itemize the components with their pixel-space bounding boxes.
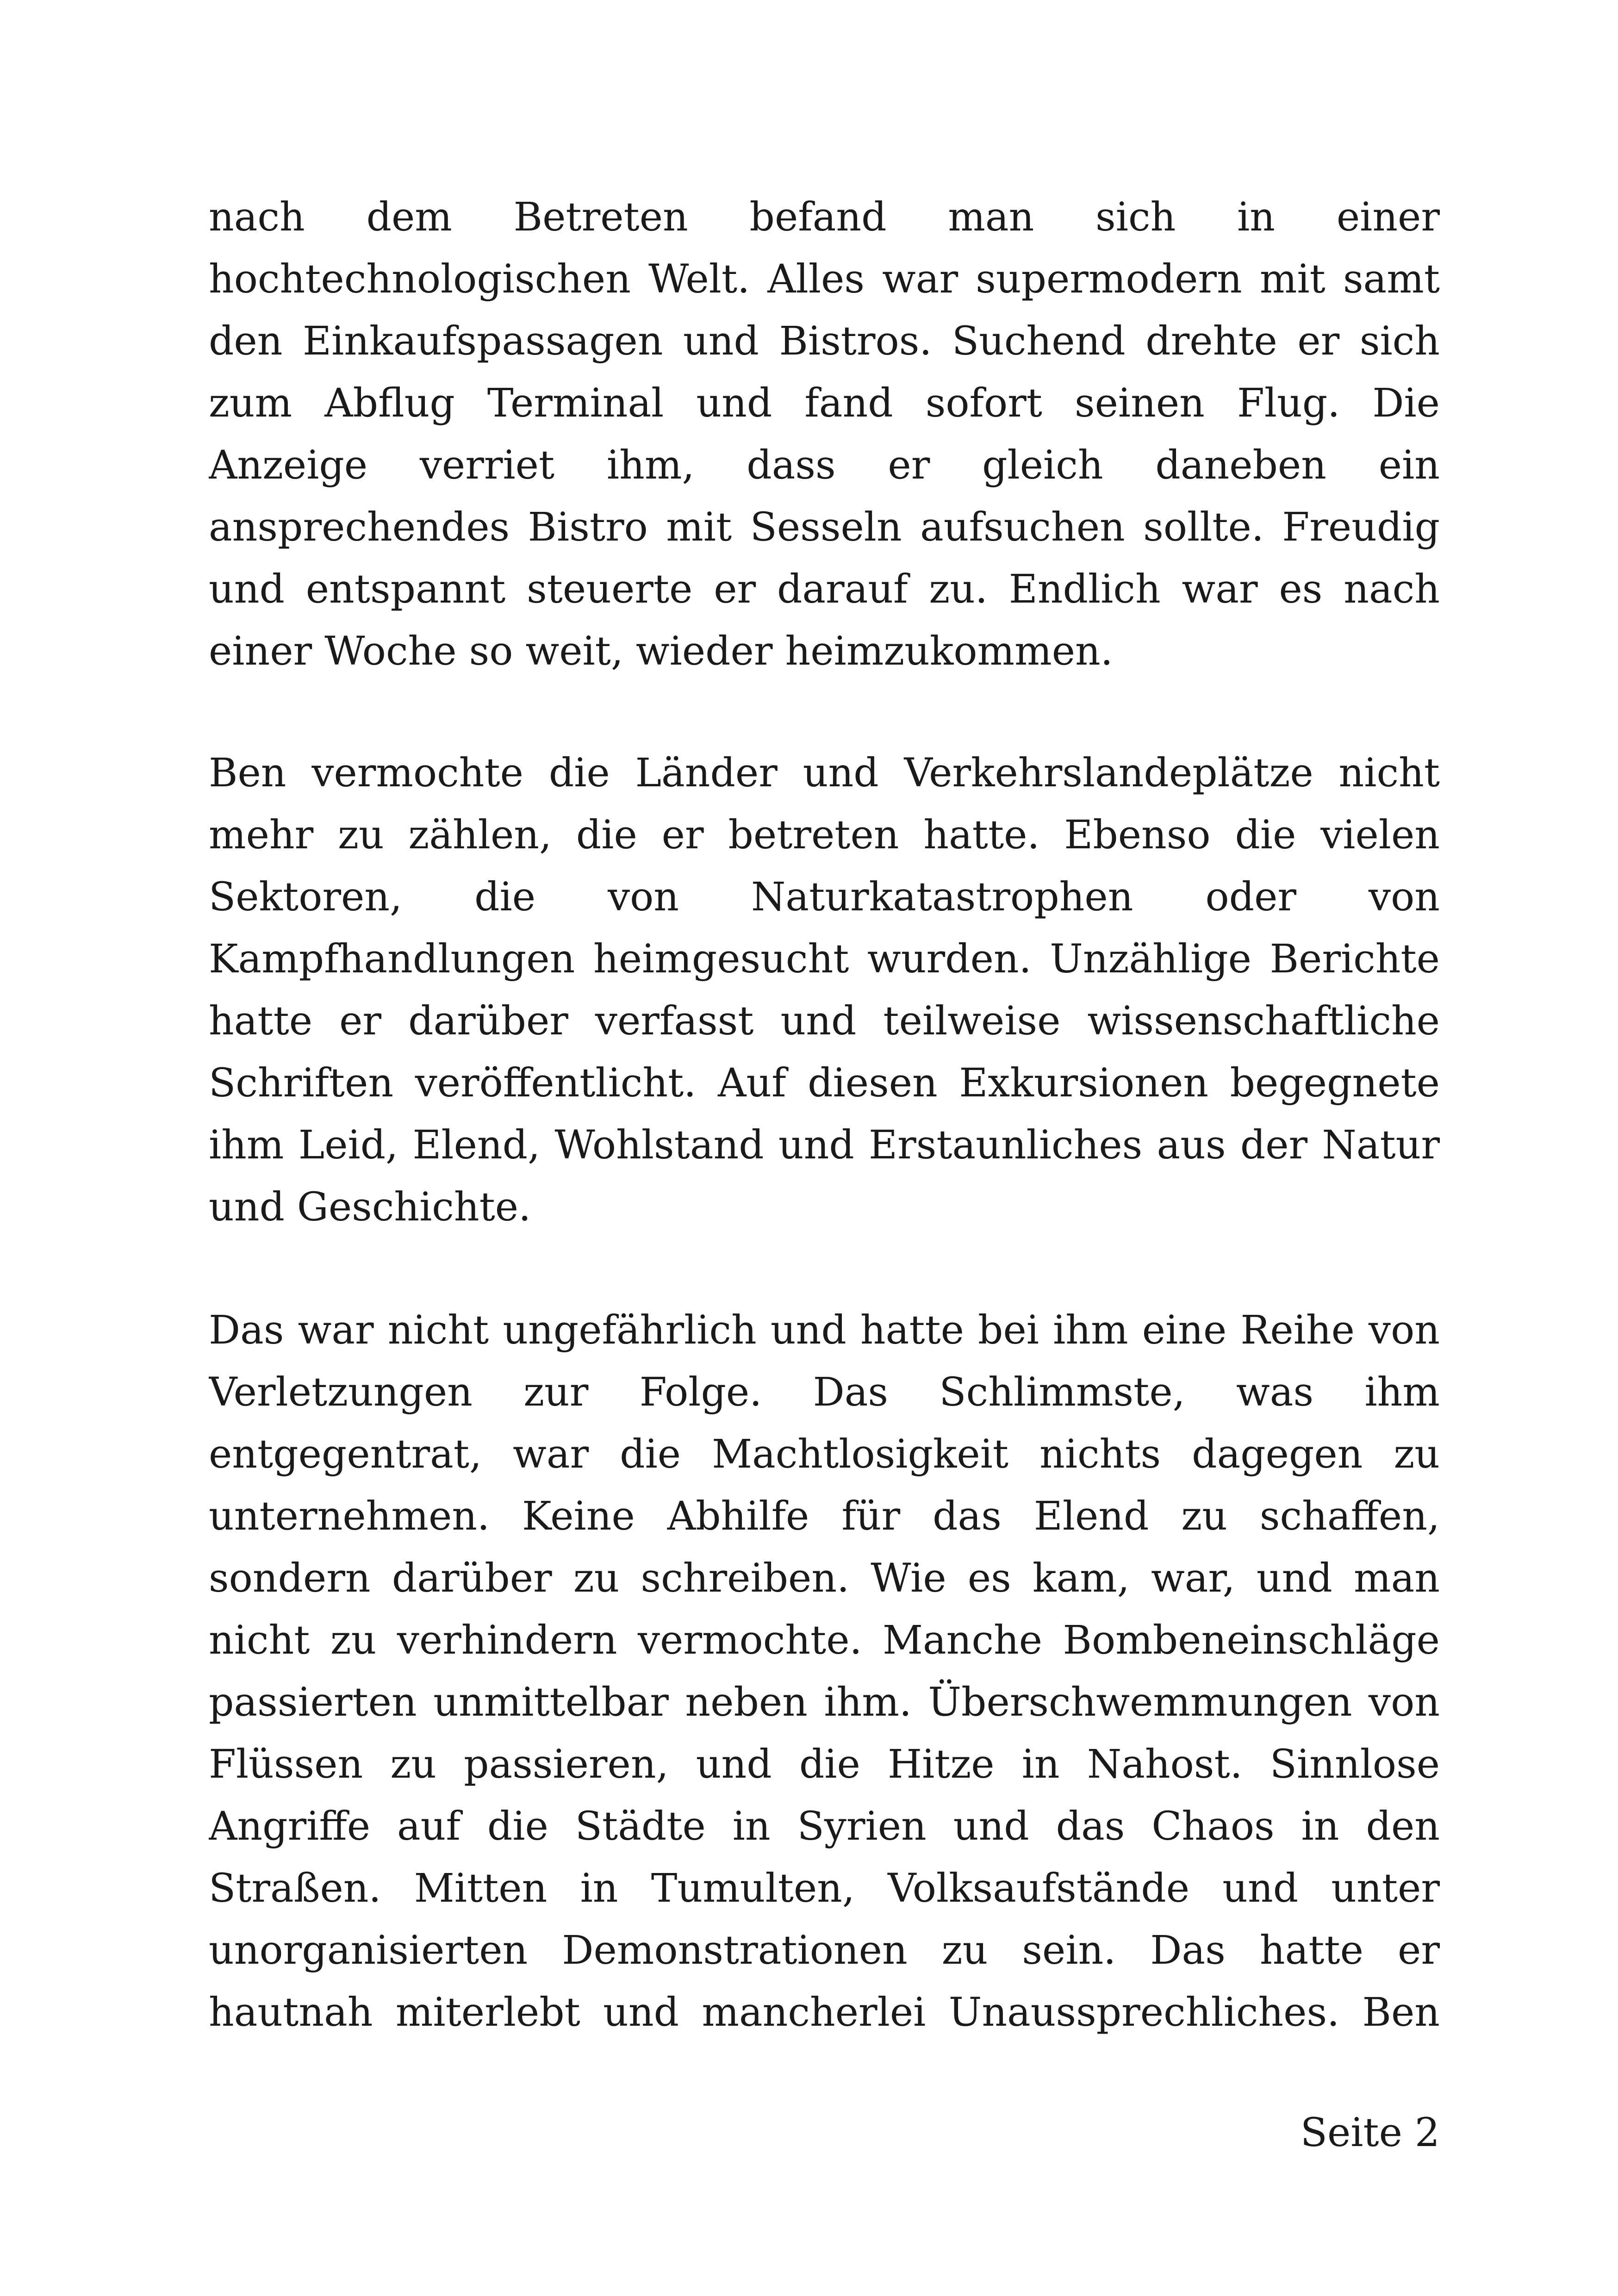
text-line: unorganisierten Demonstrationen zu sein. Das hatte er — [209, 1928, 1440, 1973]
text-line: hautnah miterlebt und mancherlei Unaussprechliches. Ben — [209, 1990, 1440, 2035]
text-line: nach dem Betreten befand man sich in einer — [209, 194, 1440, 240]
text-line: entgegentrat, war die Machtlosigkeit nichts dagegen zu — [209, 1431, 1440, 1477]
text-line: Angriffe auf die Städte in Syrien und das Chaos in den — [209, 1804, 1440, 1849]
text-line: unternehmen. Keine Abhilfe für das Elend zu schaffen, — [209, 1493, 1440, 1539]
text-line: Kampfhandlungen heimgesucht wurden. Unzählige Berichte — [209, 936, 1440, 982]
text-line: passierten unmittelbar neben ihm. Überschwemmungen von — [209, 1680, 1440, 1725]
text-line: Flüssen zu passieren, und die Hitze in Nahost. Sinnlose — [209, 1742, 1440, 1787]
paragraph-2 — [209, 742, 1440, 1238]
text-line: hatte er darüber verfasst und teilweise wissenschaftliche — [209, 998, 1440, 1044]
text-line: ihm Leid, Elend, Wohlstand und Erstaunliches aus der Natur — [209, 1122, 1440, 1168]
text-line: ansprechendes Bistro mit Sesseln aufsuchen sollte. Freudig — [209, 504, 1440, 550]
text-line: zum Abflug Terminal und fand sofort seinen Flug. Die — [209, 380, 1440, 426]
text-line: Schriften veröffentlicht. Auf diesen Exkursionen begegnete — [209, 1060, 1440, 1106]
text-line: sondern darüber zu schreiben. Wie es kam, war, und man — [209, 1556, 1440, 1601]
text-line: den Einkaufspassagen und Bistros. Suchend drehte er sich — [209, 318, 1440, 364]
text-line: hochtechnologischen Welt. Alles war supermodern mit samt — [209, 256, 1440, 302]
text-line: und entspannt steuerte er darauf zu. Endlich war es nach — [209, 566, 1440, 612]
paragraph-1 — [209, 187, 1440, 683]
text-line: Straßen. Mitten in Tumulten, Volksaufstände und unter — [209, 1866, 1440, 1911]
text-line: und Geschichte. — [209, 1184, 531, 1230]
text-line: einer Woche so weit, wieder heimzukommen. — [209, 628, 1113, 674]
page-number: Seite 2 — [1300, 2110, 1440, 2156]
text-line: mehr zu zählen, die er betreten hatte. Ebenso die vielen — [209, 812, 1440, 858]
text-line: Ben vermochte die Länder und Verkehrslandeplätze nicht — [209, 750, 1440, 796]
text-line: Sektoren, die von Naturkatastrophen oder von — [209, 874, 1440, 920]
text-line: Anzeige verriet ihm, dass er gleich daneben ein — [209, 442, 1440, 488]
text-line: Das war nicht ungefährlich und hatte bei ihm eine Reihe von — [209, 1307, 1440, 1353]
text-line: nicht zu verhindern vermochte. Manche Bombeneinschläge — [209, 1618, 1440, 1663]
paragraph-3 — [209, 1300, 1440, 2044]
text-line: Verletzungen zur Folge. Das Schlimmste, was ihm — [209, 1369, 1440, 1415]
